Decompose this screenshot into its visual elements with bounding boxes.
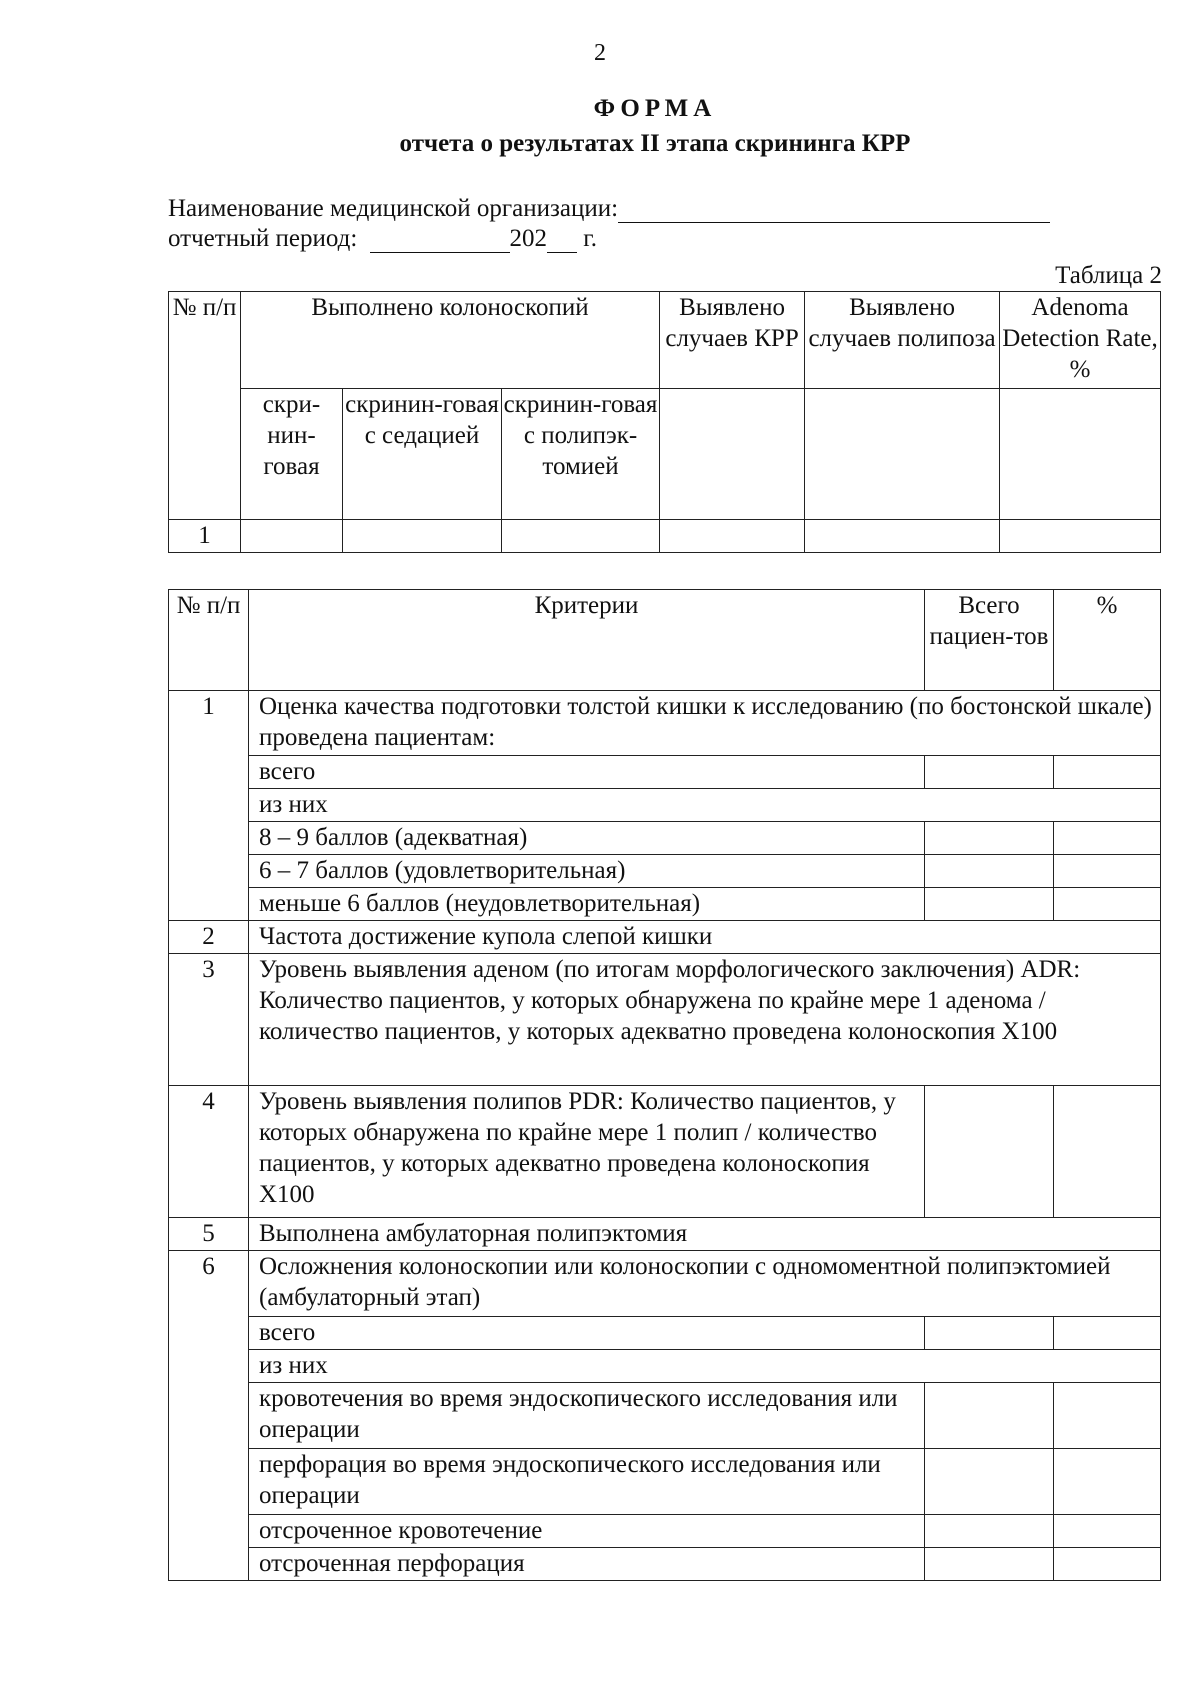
t2-criterion-text: перфорация во время эндоскопического исследования или операции: [249, 1449, 925, 1515]
t2-criterion-text: отсроченное кровотечение: [249, 1515, 925, 1548]
t2-criterion-text: Частота достижение купола слепой кишки: [249, 921, 1161, 954]
t2-total-cell[interactable]: [925, 1317, 1054, 1350]
t2-header-criteria: Критерии: [249, 590, 925, 691]
t2-row-number: 3: [169, 954, 249, 1086]
t2-percent-cell[interactable]: [1054, 1383, 1161, 1449]
period-suffix: г.: [583, 225, 597, 252]
t2-criterion-text: Выполнена амбулаторная полипэктомия: [249, 1218, 1161, 1251]
t2-row-number: 2: [169, 921, 249, 954]
t2-header-number: № п/п: [169, 590, 249, 691]
t1-header-adr: Adenoma Detection Rate, %: [1000, 292, 1161, 389]
t2-row-number: 1: [169, 691, 249, 921]
t2-total-cell[interactable]: [925, 1383, 1054, 1449]
t1-cell-input[interactable]: [805, 520, 1000, 553]
period-blank[interactable]: [370, 228, 510, 253]
t2-row-number: 4: [169, 1086, 249, 1218]
t2-total-cell[interactable]: [925, 756, 1054, 789]
table-caption: Таблица 2: [1055, 262, 1162, 289]
t2-total-cell[interactable]: [925, 1548, 1054, 1581]
t2-criterion-text: 6 – 7 баллов (удовлетворительная): [249, 855, 925, 888]
t2-criterion-text: 8 – 9 баллов (адекватная): [249, 822, 925, 855]
t1-subheader-polypectomy: скринин-говая с полипэк-томией: [502, 389, 660, 520]
t2-percent-cell[interactable]: [1054, 1317, 1161, 1350]
t2-total-cell[interactable]: [925, 1449, 1054, 1515]
t2-criterion-text: из них: [249, 789, 1161, 822]
t2-criterion-text: Уровень выявления полипов PDR: Количество пациентов, у которых обнаружена по крайне мере 1 полип / количество пациентов, у которых адекватно проведена колоноскопия Х100: [249, 1086, 925, 1218]
t2-criterion-text: Оценка качества подготовки толстой кишки к исследованию (по бостонской шкале) проведена пациентам:: [249, 691, 1161, 756]
t2-total-cell[interactable]: [925, 855, 1054, 888]
t2-percent-cell[interactable]: [1054, 1515, 1161, 1548]
form-subtitle: отчета о результатах II этапа скрининга КРР: [399, 130, 911, 157]
period-line: [168, 225, 597, 253]
t1-cell-empty: [805, 389, 1000, 520]
t1-cell-empty: [1000, 389, 1161, 520]
t2-percent-cell[interactable]: [1054, 855, 1161, 888]
t2-percent-cell[interactable]: [1054, 888, 1161, 921]
organization-blank[interactable]: [618, 198, 1050, 223]
t1-row-number: 1: [169, 520, 241, 553]
page-number: 2: [594, 40, 606, 66]
organization-line: [168, 195, 1050, 223]
t2-criterion-text: Уровень выявления аденом (по итогам морфологического заключения) ADR: Количество пациентов, у которых обнаружена по крайне мере 1 аденома / количество пациентов, у которых адекватно проведена колоноскопия Х100: [249, 954, 1161, 1086]
t1-header-number: № п/п: [169, 292, 241, 520]
t1-cell-input[interactable]: [241, 520, 343, 553]
colonoscopy-table: [168, 291, 1161, 553]
t1-cell-input[interactable]: [660, 520, 805, 553]
period-label: отчетный период:: [168, 225, 358, 252]
t2-header-percent: %: [1054, 590, 1161, 691]
t2-criterion-text: меньше 6 баллов (неудовлетворительная): [249, 888, 925, 921]
t2-total-cell[interactable]: [925, 888, 1054, 921]
organization-label: Наименование медицинской организации:: [168, 195, 619, 222]
t2-total-cell[interactable]: [925, 1515, 1054, 1548]
t1-cell-input[interactable]: [502, 520, 660, 553]
t2-criterion-text: всего: [249, 1317, 925, 1350]
t2-criterion-text: всего: [249, 756, 925, 789]
t1-subheader-screening: скри-нин-говая: [241, 389, 343, 520]
t2-criterion-text: Осложнения колоноскопии или колоноскопии с одномоментной полипэктомией (амбулаторный этап): [249, 1251, 1161, 1317]
t2-row-number: 5: [169, 1218, 249, 1251]
t2-total-cell[interactable]: [925, 822, 1054, 855]
t2-row-number: 6: [169, 1251, 249, 1581]
t1-cell-input[interactable]: [343, 520, 502, 553]
t2-percent-cell[interactable]: [1054, 1086, 1161, 1218]
t1-header-crc: Выявлено случаев КРР: [660, 292, 805, 389]
t2-percent-cell[interactable]: [1054, 1548, 1161, 1581]
form-title: ФОРМА: [593, 95, 717, 122]
t1-cell-empty: [660, 389, 805, 520]
t1-header-polyposis: Выявлено случаев полипоза: [805, 292, 1000, 389]
period-year: 202: [509, 225, 548, 252]
t2-criterion-text: из них: [249, 1350, 1161, 1383]
t2-percent-cell[interactable]: [1054, 1449, 1161, 1515]
t2-percent-cell[interactable]: [1054, 822, 1161, 855]
period-year-blank[interactable]: [547, 228, 577, 253]
criteria-table: [168, 589, 1161, 1581]
t2-criterion-text: кровотечения во время эндоскопического исследования или операции: [249, 1383, 925, 1449]
t2-percent-cell[interactable]: [1054, 756, 1161, 789]
t1-subheader-sedation: скринин-говая с седацией: [343, 389, 502, 520]
t1-cell-input[interactable]: [1000, 520, 1161, 553]
t2-total-cell[interactable]: [925, 1086, 1054, 1218]
t2-criterion-text: отсроченная перфорация: [249, 1548, 925, 1581]
t1-header-colonoscopies: Выполнено колоноскопий: [241, 292, 660, 389]
t2-header-total: Всего пациен-тов: [925, 590, 1054, 691]
